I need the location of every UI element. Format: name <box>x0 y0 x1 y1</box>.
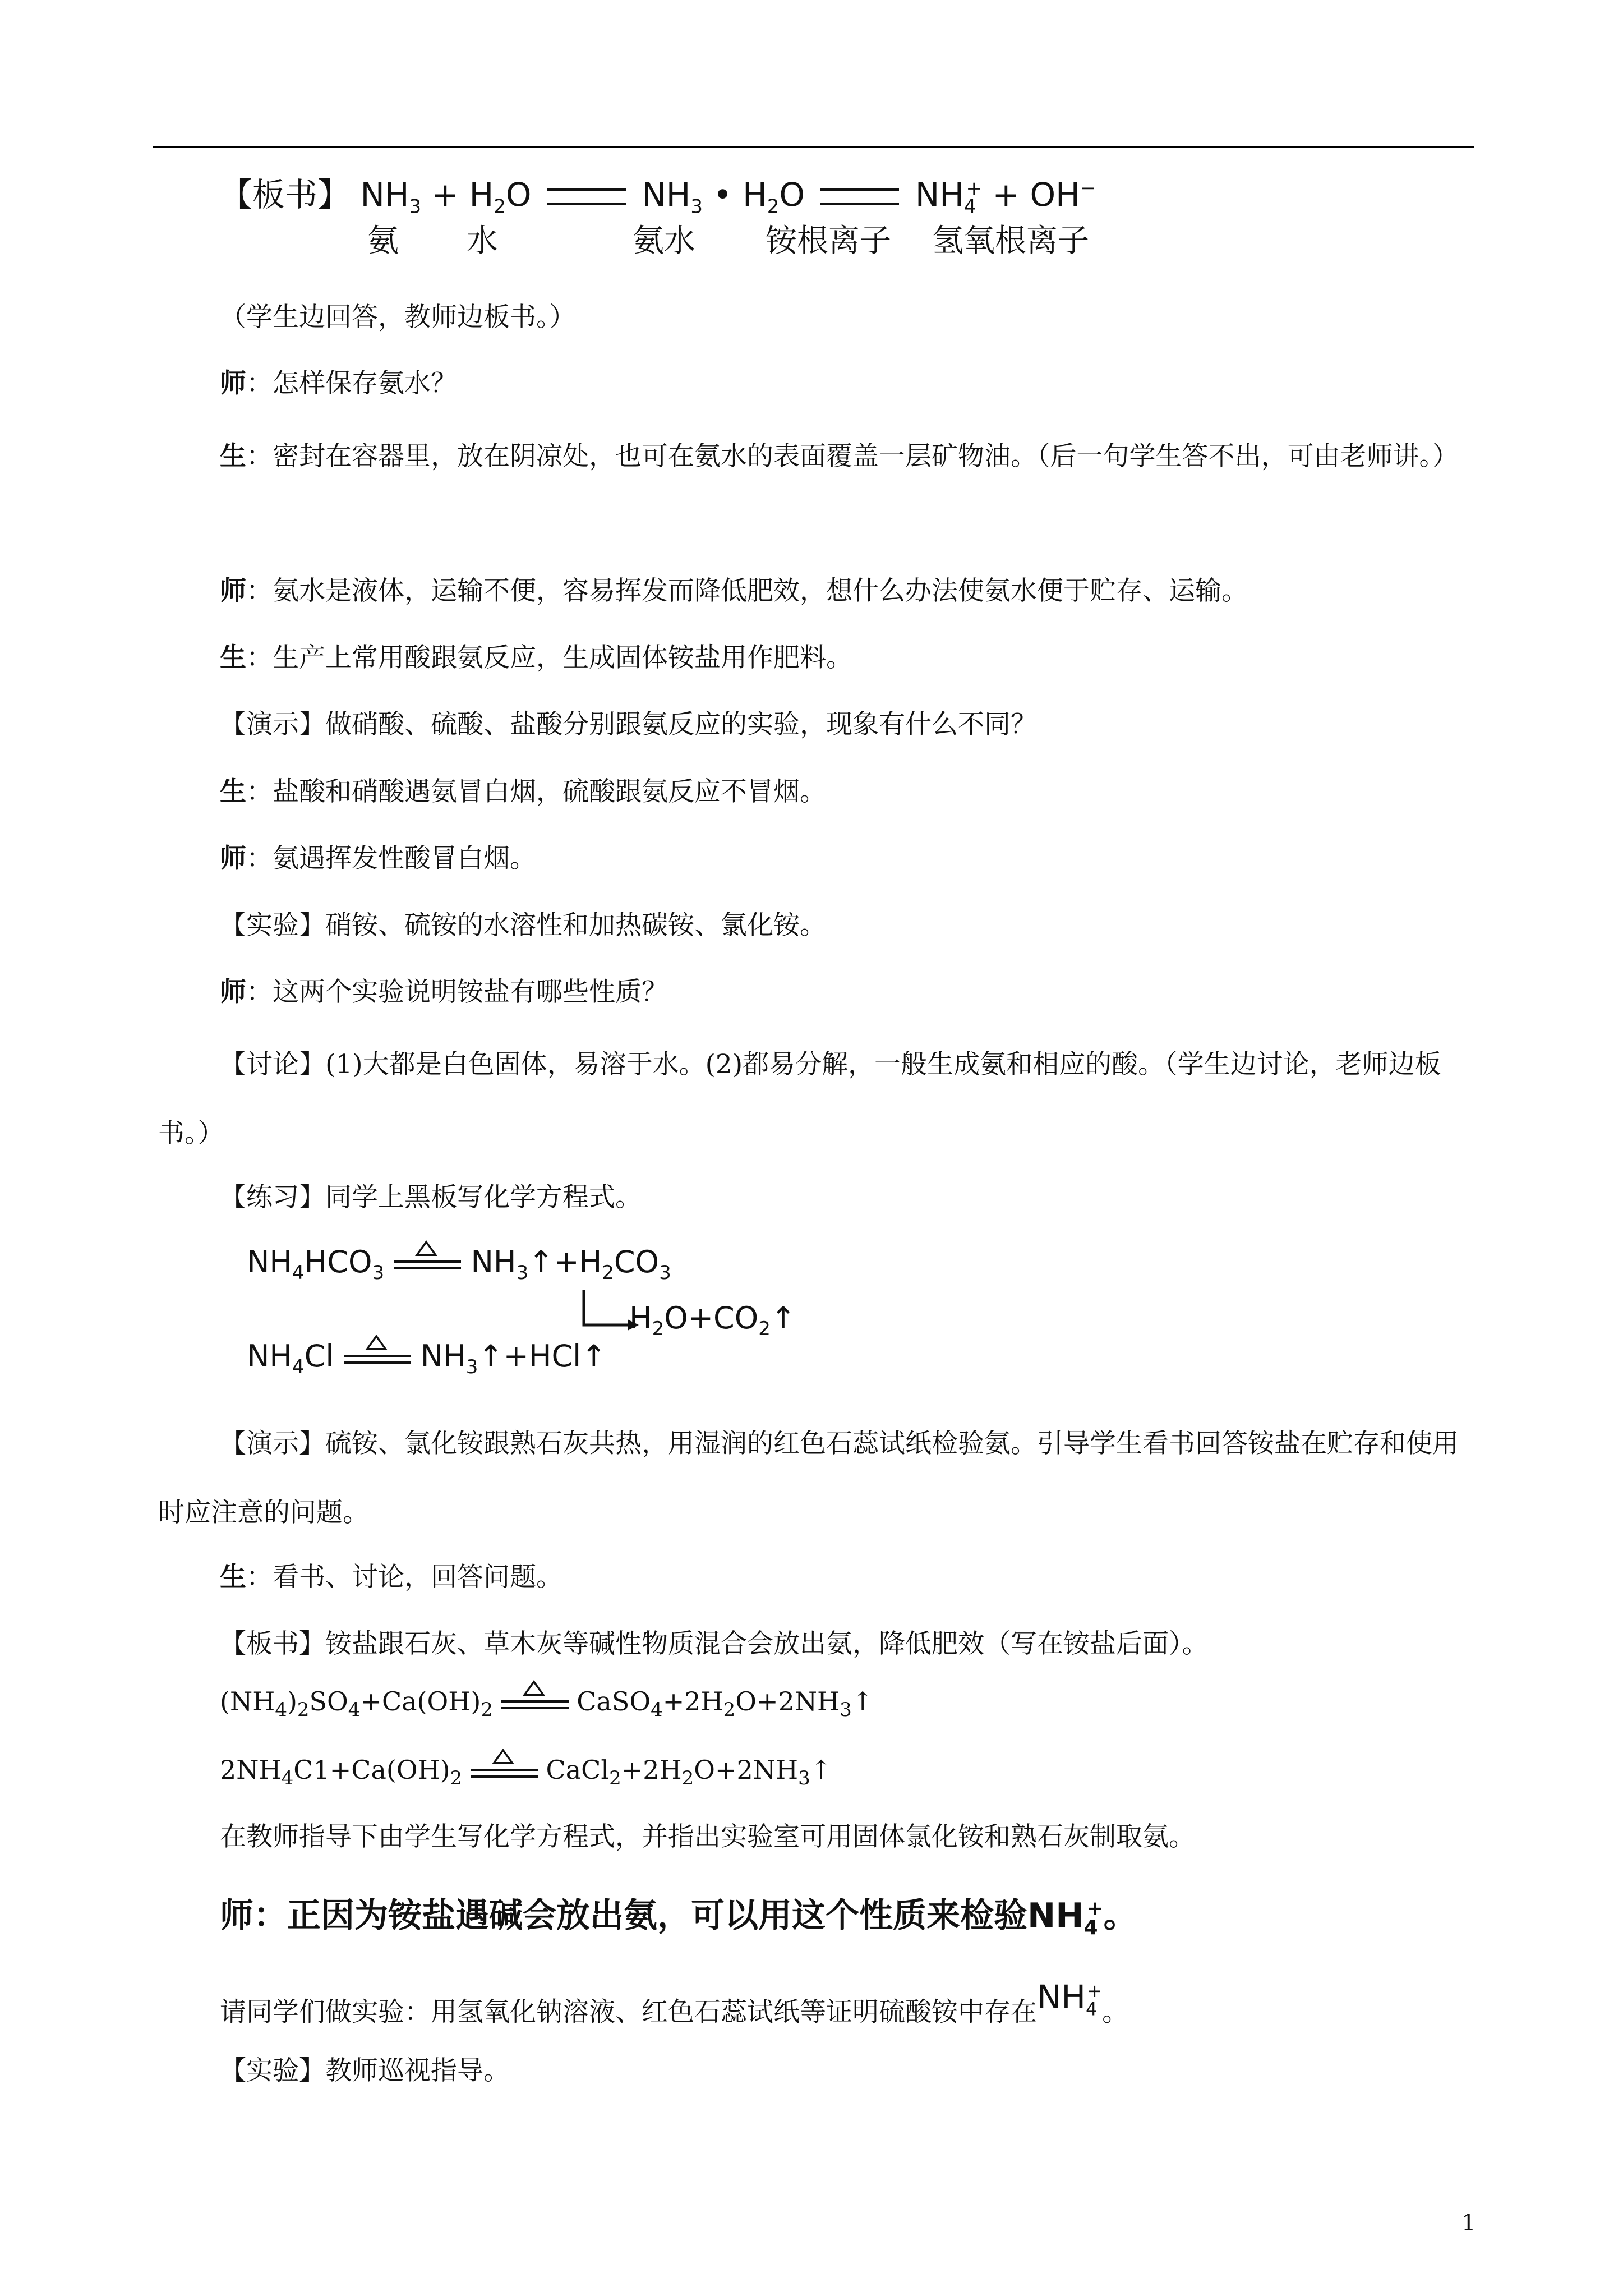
paragraph: 【演示】硫铵、氯化铵跟熟石灰共热，用湿润的红色石蕊试纸检验氨。引导学生看书回答铵盐在贮存和使用时应注意的问题。 <box>158 1428 1459 1528</box>
paragraph: 【实验】硝铵、硫铵的水溶性和加热碳铵、氯化铵。 <box>220 910 826 941</box>
paragraph: 【演示】做硝酸、硫酸、盐酸分别跟氨反应的实验，现象有什么不同？ <box>220 709 1037 740</box>
eq-term: $NH_4^+ + OH^-$ <box>915 176 1096 218</box>
speech: ：这两个实验说明铵盐有哪些性质？ <box>246 977 668 1007</box>
heat-equals-sign <box>394 1253 461 1275</box>
paragraph: 【讨论】(1)大都是白色固体，易溶于水。(2)都易分解，一般生成氨和相应的酸。（学生边讨论，老师边板书。） <box>158 1049 1441 1149</box>
speaker: 师 <box>220 843 246 874</box>
equation-ammonium-chloride-lime: $2NH_4C1+Ca(OH)_2$ $CaCl_2+2H_2O+2NH_3↑$ <box>220 1755 832 1789</box>
paragraph: 【板书】铵盐跟石灰、草木灰等碱性物质混合会放出氨，降低肥效（写在铵盐后面）。 <box>220 1628 1209 1659</box>
dialogue-line <box>220 574 1248 609</box>
speech: ：密封在容器里，放在阴凉处，也可在氨水的表面覆盖一层矿物油。（后一句学生答不出，可由老师讲。） <box>246 441 1459 472</box>
board-equation <box>220 168 1096 218</box>
equation-ammonium-bicarbonate: $NH_4HCO_3$ $NH_3↑+H_2CO_3$ <box>247 1244 671 1284</box>
speaker: 生 <box>220 642 246 673</box>
board-tag: 【板书】 <box>220 176 351 214</box>
ammonium-ion: $NH_4^+$ <box>1037 1978 1103 2020</box>
equation-carbonic-acid-decomposition: $H_2O+CO_2↑$ <box>629 1300 796 1340</box>
speech: ：生产上常用酸跟氨反应，生成固体铵盐用作肥料。 <box>246 642 852 673</box>
label-hydroxide-ion: 氢氧根离子 <box>932 223 1089 259</box>
speaker: 师 <box>220 368 246 399</box>
dialogue-line <box>220 775 826 809</box>
dialogue-line <box>220 841 536 876</box>
page-number: 1 <box>1461 2210 1476 2236</box>
eq-term: $NH_3$ • $H_2O$ <box>642 176 805 218</box>
paragraph: 在教师指导下由学生写化学方程式，并指出实验室可用固体氯化铵和熟石灰制取氨。 <box>220 1821 1195 1852</box>
speech: ：看书、讨论，回答问题。 <box>246 1562 562 1593</box>
dialogue-line <box>220 641 852 675</box>
equals-sign <box>547 188 626 205</box>
equation-ammonium-sulfate-lime: $(NH_4)_2SO_4+Ca(OH)_2$ $CaSO_4+2H_2O+2NH_3↑$ <box>220 1686 873 1721</box>
speaker: 师 <box>220 1896 253 1935</box>
label-ammonium-ion: 铵根离子 <box>766 223 891 259</box>
speech: ：盐酸和硝酸遇氨冒白烟，硫酸跟氨反应不冒烟。 <box>246 776 826 807</box>
header-rule <box>153 146 1474 148</box>
speech: ：氨水是液体，运输不便，容易挥发而降低肥效，想什么办法使氨水便于贮存、运输。 <box>246 576 1248 606</box>
speaker: 生 <box>220 776 246 807</box>
label-water: 水 <box>467 223 498 259</box>
dialogue-line <box>220 975 668 1010</box>
paragraph: 【练习】同学上黑板写化学方程式。 <box>220 1182 642 1213</box>
dialogue-line: 师：正因为铵盐遇碱会放出氨，可以用这个性质来检验$NH_4^+$。 <box>220 1896 1137 1939</box>
paragraph: 请同学们做实验：用氢氧化钠溶液、红色石蕊试纸等证明硫酸铵中存在$NH_4^+$。 <box>220 1978 1129 2028</box>
equation-ammonium-chloride: $NH_4Cl$ $NH_3↑+HCl↑$ <box>247 1338 606 1378</box>
dialogue-line <box>220 366 457 401</box>
speaker: 师 <box>220 576 246 606</box>
eq-term: $NH_3 + H_2O$ <box>360 176 532 218</box>
speaker: 生 <box>220 441 246 472</box>
label-ammonia: 氨 <box>367 223 399 259</box>
paragraph: （学生边回答，教师边板书。） <box>220 302 576 333</box>
heat-equals-sign <box>344 1347 411 1369</box>
speech: ：氨遇挥发性酸冒白烟。 <box>246 843 536 874</box>
equals-sign <box>820 188 899 205</box>
heat-equals-sign <box>471 1761 538 1783</box>
speech: ：怎样保存氨水？ <box>246 368 457 399</box>
dialogue-line <box>220 1560 562 1595</box>
speech: ：正因为铵盐遇碱会放出氨，可以用这个性质来检验NH <box>253 1896 1084 1935</box>
paragraph: 【实验】教师巡视指导。 <box>220 2055 510 2086</box>
speaker: 师 <box>220 977 246 1007</box>
dialogue-line <box>158 422 1468 491</box>
speaker: 生 <box>220 1562 246 1593</box>
heat-equals-sign <box>501 1692 569 1715</box>
label-ammonia-water: 氨水 <box>633 223 695 259</box>
